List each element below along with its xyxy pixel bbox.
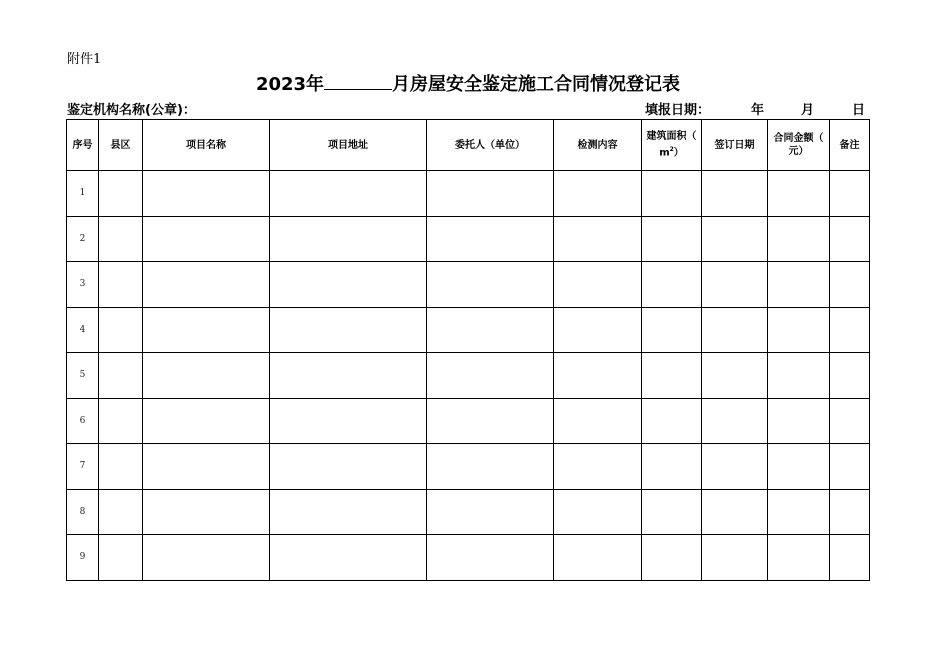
cell-client[interactable] bbox=[427, 489, 554, 535]
cell-project-address[interactable] bbox=[270, 489, 427, 535]
table-row bbox=[67, 444, 870, 490]
cell-client[interactable] bbox=[427, 216, 554, 262]
cell-remark[interactable] bbox=[830, 444, 870, 490]
cell-project-address[interactable] bbox=[270, 444, 427, 490]
cell-sign-date[interactable] bbox=[702, 171, 768, 217]
cell-county[interactable] bbox=[99, 307, 143, 353]
cell-amount[interactable] bbox=[768, 216, 830, 262]
header-area-unit: m bbox=[659, 147, 670, 159]
row-seq-cell: 2 bbox=[67, 216, 99, 262]
fill-date-label: 填报日期： bbox=[645, 103, 711, 118]
cell-remark[interactable] bbox=[830, 398, 870, 444]
header-amount bbox=[768, 120, 830, 171]
row-seq-cell: 6 bbox=[67, 398, 99, 444]
cell-county[interactable] bbox=[99, 216, 143, 262]
cell-county[interactable] bbox=[99, 535, 143, 581]
row-seq-cell: 4 bbox=[67, 307, 99, 353]
header-seq: 序号 bbox=[67, 120, 99, 171]
cell-sign-date[interactable] bbox=[702, 262, 768, 308]
table-body bbox=[67, 171, 870, 581]
fill-date-day: 日 bbox=[852, 103, 866, 118]
title-prefix: 2023年 bbox=[255, 74, 325, 95]
row-seq-cell: 9 bbox=[67, 535, 99, 581]
cell-area[interactable] bbox=[642, 171, 702, 217]
cell-client[interactable] bbox=[427, 535, 554, 581]
row-seq-cell: 8 bbox=[67, 489, 99, 535]
cell-project-name[interactable] bbox=[143, 444, 270, 490]
header-project-name: 项目名称 bbox=[143, 120, 270, 171]
cell-remark[interactable] bbox=[830, 262, 870, 308]
cell-county[interactable] bbox=[99, 444, 143, 490]
cell-content[interactable] bbox=[554, 307, 642, 353]
cell-amount[interactable] bbox=[768, 262, 830, 308]
month-blank bbox=[324, 73, 392, 90]
cell-sign-date[interactable] bbox=[702, 398, 768, 444]
header-area-suffix: ） bbox=[673, 147, 684, 159]
cell-amount[interactable] bbox=[768, 398, 830, 444]
table-row bbox=[67, 353, 870, 399]
cell-client[interactable] bbox=[427, 171, 554, 217]
cell-content[interactable] bbox=[554, 489, 642, 535]
cell-content[interactable] bbox=[554, 398, 642, 444]
cell-content[interactable] bbox=[554, 353, 642, 399]
cell-project-name[interactable] bbox=[143, 489, 270, 535]
cell-project-name[interactable] bbox=[143, 262, 270, 308]
cell-project-name[interactable] bbox=[143, 171, 270, 217]
cell-sign-date[interactable] bbox=[702, 444, 768, 490]
cell-area[interactable] bbox=[642, 353, 702, 399]
cell-amount[interactable] bbox=[768, 307, 830, 353]
header-row bbox=[67, 120, 870, 171]
cell-remark[interactable] bbox=[830, 216, 870, 262]
cell-client[interactable] bbox=[427, 444, 554, 490]
fill-date-month: 月 bbox=[801, 103, 815, 118]
cell-remark[interactable] bbox=[830, 307, 870, 353]
title-suffix: 月房屋安全鉴定施工合同情况登记表 bbox=[392, 74, 681, 95]
cell-sign-date[interactable] bbox=[702, 353, 768, 399]
cell-amount[interactable] bbox=[768, 171, 830, 217]
cell-area[interactable] bbox=[642, 307, 702, 353]
cell-remark[interactable] bbox=[830, 489, 870, 535]
cell-amount[interactable] bbox=[768, 535, 830, 581]
cell-remark[interactable] bbox=[830, 535, 870, 581]
cell-content[interactable] bbox=[554, 171, 642, 217]
table-row bbox=[67, 535, 870, 581]
cell-project-address[interactable] bbox=[270, 307, 427, 353]
cell-client[interactable] bbox=[427, 398, 554, 444]
register-table bbox=[66, 119, 870, 581]
header-amount-line2: 元） bbox=[788, 146, 809, 157]
cell-project-address[interactable] bbox=[270, 216, 427, 262]
cell-project-address[interactable] bbox=[270, 353, 427, 399]
header-area bbox=[642, 120, 702, 171]
cell-sign-date[interactable] bbox=[702, 535, 768, 581]
cell-county[interactable] bbox=[99, 489, 143, 535]
header-content: 检测内容 bbox=[554, 120, 642, 171]
cell-sign-date[interactable] bbox=[702, 489, 768, 535]
cell-area[interactable] bbox=[642, 398, 702, 444]
organization-name-label: 鉴定机构名称(公章)： bbox=[67, 103, 196, 118]
table-row bbox=[67, 398, 870, 444]
header-county: 县区 bbox=[99, 120, 143, 171]
row-seq-cell: 1 bbox=[67, 171, 99, 217]
header-project-address: 项目地址 bbox=[270, 120, 427, 171]
fill-date-year: 年 bbox=[751, 103, 765, 118]
cell-sign-date[interactable] bbox=[702, 216, 768, 262]
cell-area[interactable] bbox=[642, 444, 702, 490]
cell-project-name[interactable] bbox=[143, 216, 270, 262]
table-row bbox=[67, 307, 870, 353]
cell-remark[interactable] bbox=[830, 171, 870, 217]
header-sign-date: 签订日期 bbox=[702, 120, 768, 171]
cell-project-name[interactable] bbox=[143, 398, 270, 444]
cell-content[interactable] bbox=[554, 216, 642, 262]
cell-project-address[interactable] bbox=[270, 171, 427, 217]
header-client: 委托人（单位） bbox=[427, 120, 554, 171]
cell-project-address[interactable] bbox=[270, 398, 427, 444]
cell-area[interactable] bbox=[642, 535, 702, 581]
table-row bbox=[67, 489, 870, 535]
cell-area[interactable] bbox=[642, 216, 702, 262]
cell-project-address[interactable] bbox=[270, 535, 427, 581]
cell-content[interactable] bbox=[554, 535, 642, 581]
cell-project-address[interactable] bbox=[270, 262, 427, 308]
table-row bbox=[67, 262, 870, 308]
cell-content[interactable] bbox=[554, 262, 642, 308]
cell-project-name[interactable] bbox=[143, 353, 270, 399]
header-remark: 备注 bbox=[830, 120, 870, 171]
cell-content[interactable] bbox=[554, 444, 642, 490]
table-row bbox=[67, 171, 870, 217]
header-amount-line1: 合同金额（ bbox=[773, 133, 824, 144]
cell-county[interactable] bbox=[99, 353, 143, 399]
table-row bbox=[67, 216, 870, 262]
cell-project-name[interactable] bbox=[143, 307, 270, 353]
cell-project-name[interactable] bbox=[143, 535, 270, 581]
header-area-prefix: 建筑面积（ bbox=[646, 131, 697, 143]
attachment-label: 附件1 bbox=[67, 52, 102, 67]
row-seq-cell: 3 bbox=[67, 262, 99, 308]
cell-client[interactable] bbox=[427, 307, 554, 353]
cell-amount[interactable] bbox=[768, 489, 830, 535]
header-area-sup: 2 bbox=[669, 146, 674, 154]
row-seq-cell: 5 bbox=[67, 353, 99, 399]
cell-amount[interactable] bbox=[768, 444, 830, 490]
cell-area[interactable] bbox=[642, 489, 702, 535]
cell-county[interactable] bbox=[99, 262, 143, 308]
cell-client[interactable] bbox=[427, 353, 554, 399]
cell-county[interactable] bbox=[99, 171, 143, 217]
cell-county[interactable] bbox=[99, 398, 143, 444]
cell-remark[interactable] bbox=[830, 353, 870, 399]
cell-sign-date[interactable] bbox=[702, 307, 768, 353]
cell-amount[interactable] bbox=[768, 353, 830, 399]
cell-area[interactable] bbox=[642, 262, 702, 308]
cell-client[interactable] bbox=[427, 262, 554, 308]
row-seq-cell: 7 bbox=[67, 444, 99, 490]
form-title bbox=[0, 70, 936, 96]
